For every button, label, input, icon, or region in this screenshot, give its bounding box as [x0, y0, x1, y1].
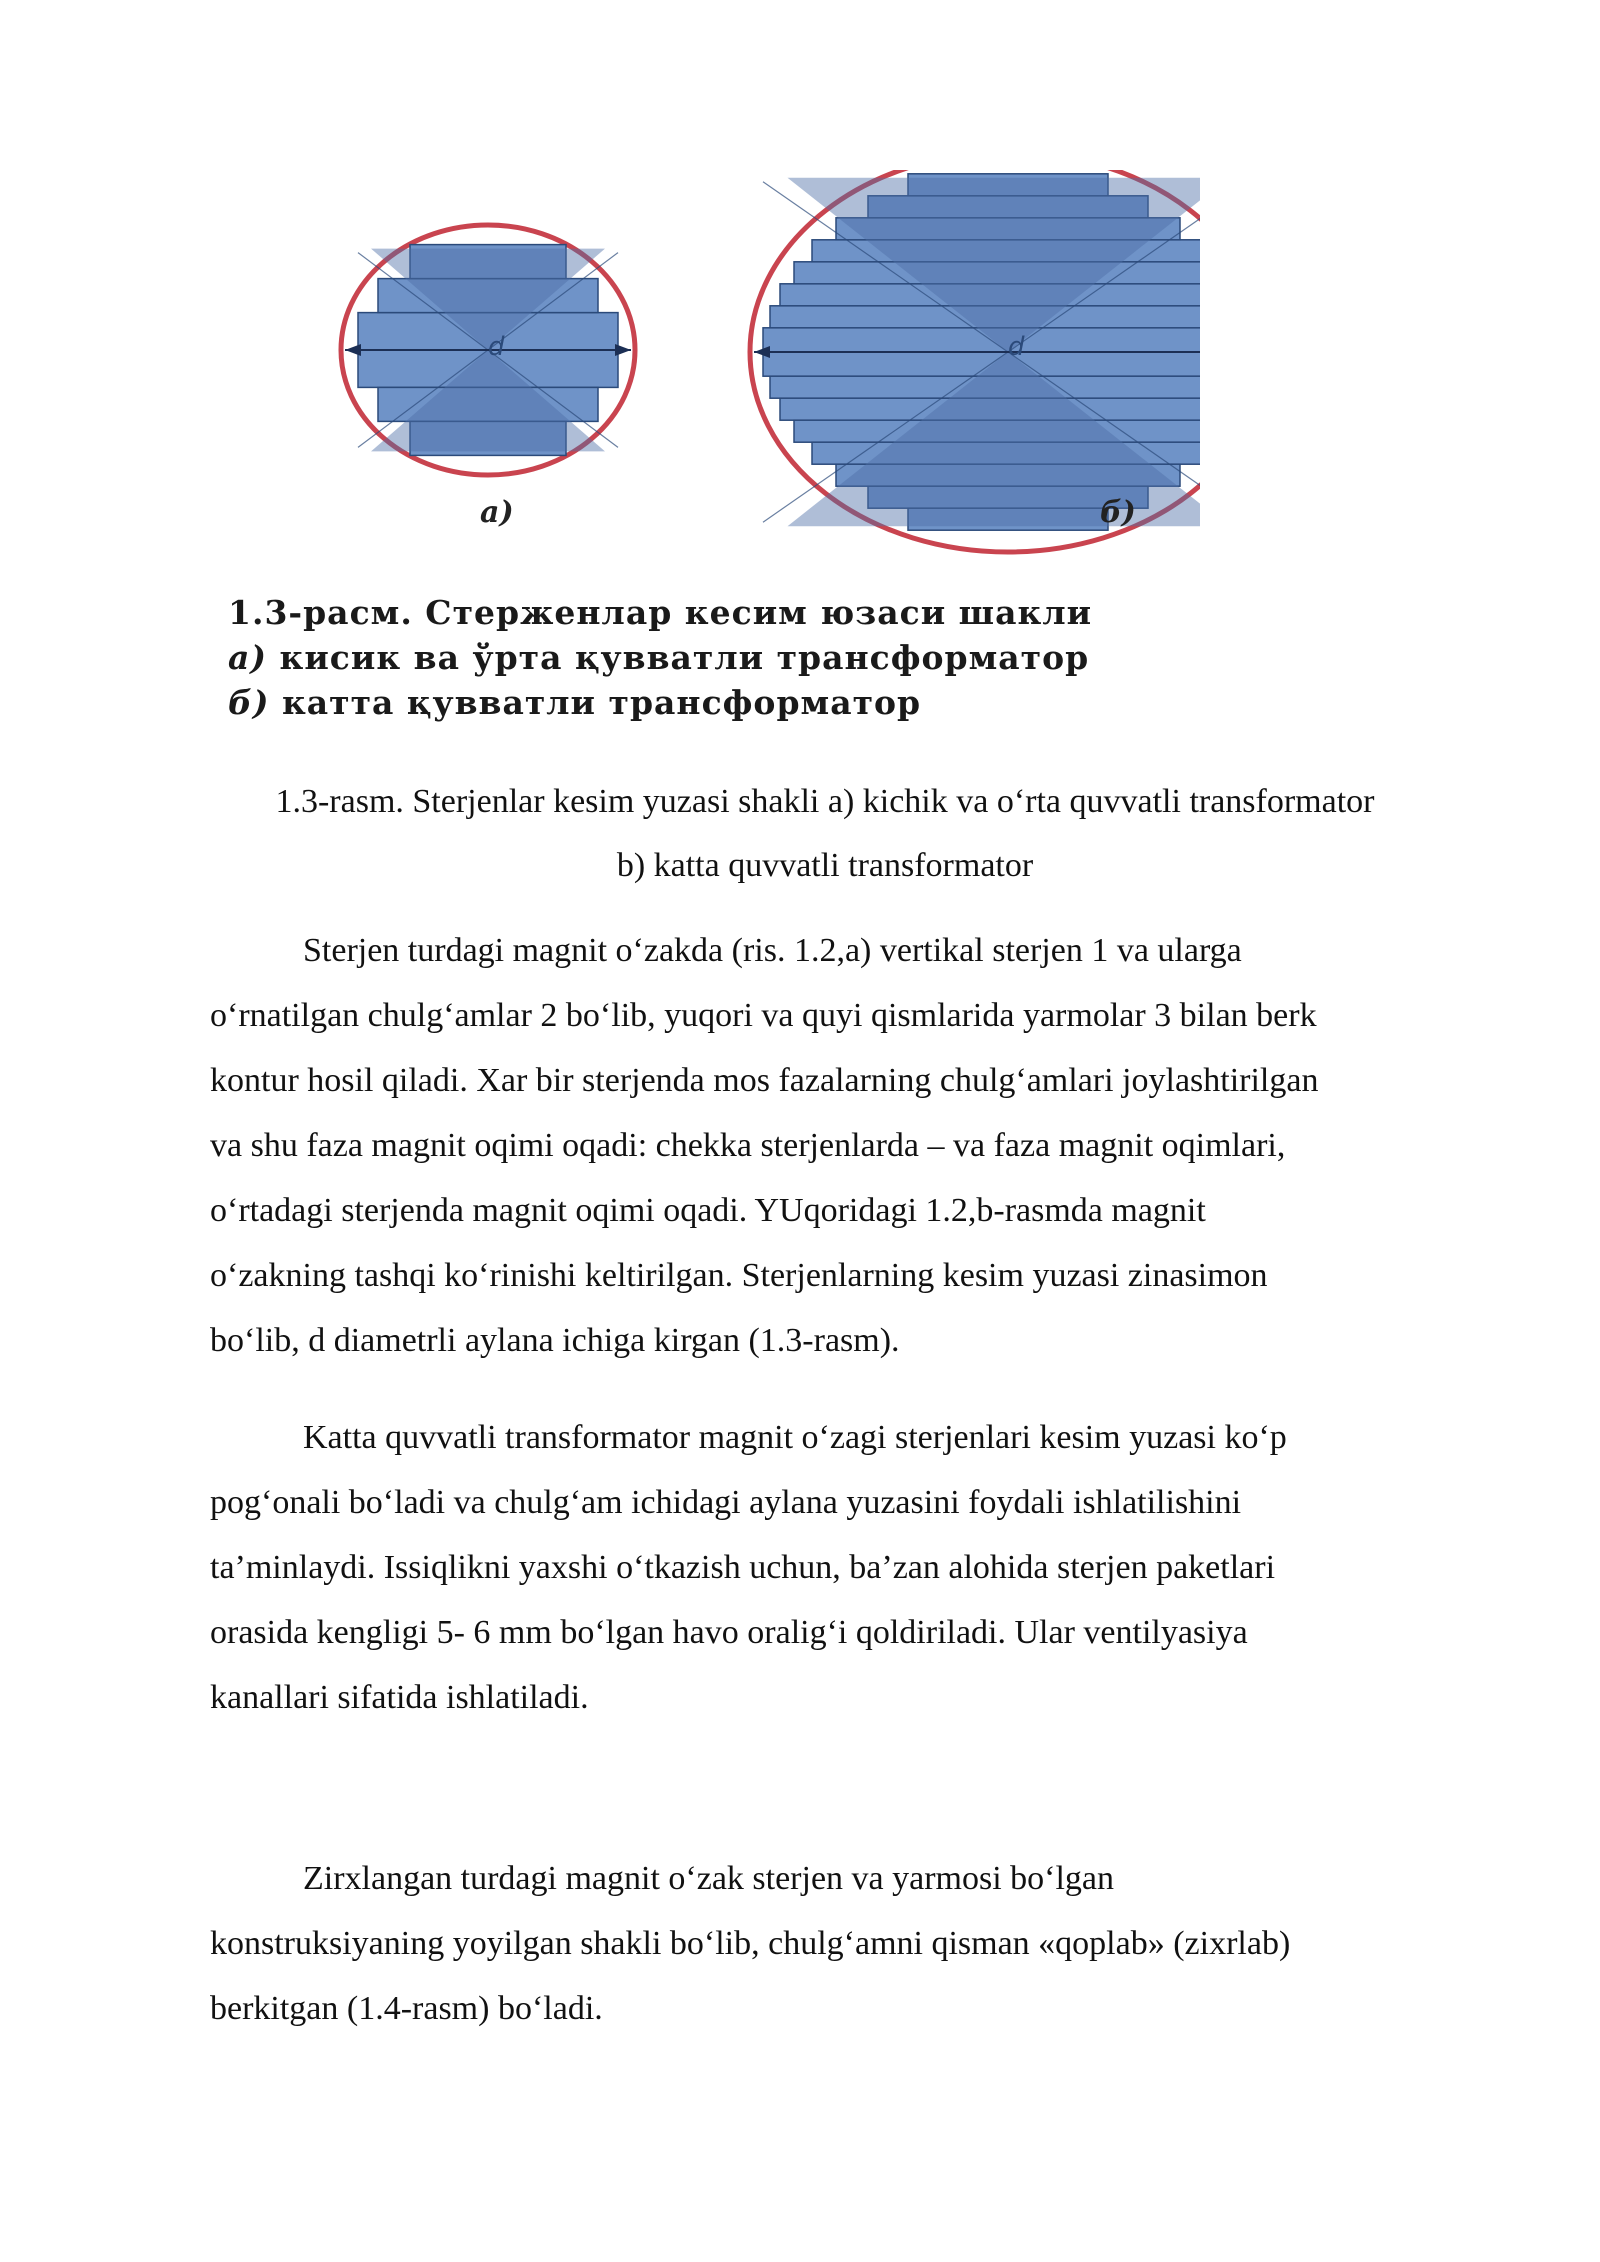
figure-label-a: а): [480, 495, 514, 530]
paragraph-line: Zirxlangan turdagi magnit o‘zak sterjen va yarmosi bo‘lgan: [303, 1860, 1115, 1897]
paragraph-line: o‘zakning tashqi ko‘rinishi keltirilgan. Sterjenlarning kesim yuzasi zinasimon: [210, 1257, 1268, 1294]
paragraph-line: konstruksiyaning yoyilgan shakli bo‘lib, chulg‘amni qisman «qoplab» (zixrlab): [210, 1925, 1291, 1962]
caption-ru-letter-a: а): [228, 638, 267, 677]
paragraph-line: o‘rtadagi sterjenda magnit oqimi oqadi. YUqoridagi 1.2,b-rasmda magnit: [210, 1192, 1206, 1229]
paragraph-line: berkitgan (1.4-rasm) bo‘ladi.: [210, 1990, 603, 2027]
paragraph-line: kanallari sifatida ishlatiladi.: [210, 1679, 589, 1716]
paragraph-line: kontur hosil qiladi. Xar bir sterjenda mos fazalarning chulg‘amlari joylashtirilgan: [210, 1062, 1319, 1099]
caption-ru-line1: 1.3-расм. Стерженлар кесим юзаси шакли: [228, 593, 1093, 632]
paragraph-armored-core: [210, 1846, 1440, 2041]
paragraph-line: o‘rnatilgan chulg‘amlar 2 bo‘lib, yuqori va quyi qismlarida yarmolar 3 bilan berk: [210, 997, 1317, 1034]
dim-label-a: d: [488, 332, 505, 362]
paragraph-line: Sterjen turdagi magnit o‘zakda (ris. 1.2,a) vertikal sterjen 1 va ularga: [303, 932, 1242, 969]
paragraph-line: Katta quvvatli transformator magnit o‘zagi sterjenlari kesim yuzasi ko‘p: [303, 1419, 1287, 1456]
core-cross-section-figure: [220, 170, 1200, 570]
paragraph-large-transformer: [210, 1405, 1440, 1730]
paragraph-line: va shu faza magnit oqimi oqadi: chekka sterjenlarda – va faza magnit oqimlari,: [210, 1127, 1286, 1164]
paragraph-sterjen-core: [210, 918, 1440, 1373]
paragraph-line: orasida kengligi 5- 6 mm bo‘lgan havo oralig‘i qoldiriladi. Ular ventilyasiya: [210, 1614, 1248, 1651]
figure-label-b: б): [1100, 495, 1136, 530]
caption-ru-line3: [228, 680, 1278, 725]
caption-line2: b) katta quvvatli transformator: [616, 847, 1034, 884]
caption-ru-text-a: кисик ва ўрта қувватли трансформатор: [267, 638, 1090, 677]
caption-ru-line2: [228, 635, 1278, 680]
caption-line1: 1.3-rasm. Sterjenlar kesim yuzasi shakli a) kichik va o‘rta quvvatli transformator: [275, 783, 1375, 820]
figure-caption: [210, 770, 1440, 898]
figure-caption-cyrillic: [228, 590, 1278, 725]
caption-ru-text-b: катта қувватли трансформатор: [269, 683, 922, 722]
caption-ru-letter-b: б): [228, 683, 270, 722]
paragraph-line: ta’minlaydi. Issiqlikni yaxshi o‘tkazish uchun, ba’zan alohida sterjen paketlari: [210, 1549, 1276, 1586]
dim-label-b: d: [1008, 332, 1025, 362]
paragraph-line: pog‘onali bo‘ladi va chulg‘am ichidagi aylana yuzasini foydali ishlatilishini: [210, 1484, 1242, 1521]
paragraph-line: bo‘lib, d diametrli aylana ichiga kirgan (1.3-rasm).: [210, 1322, 900, 1359]
